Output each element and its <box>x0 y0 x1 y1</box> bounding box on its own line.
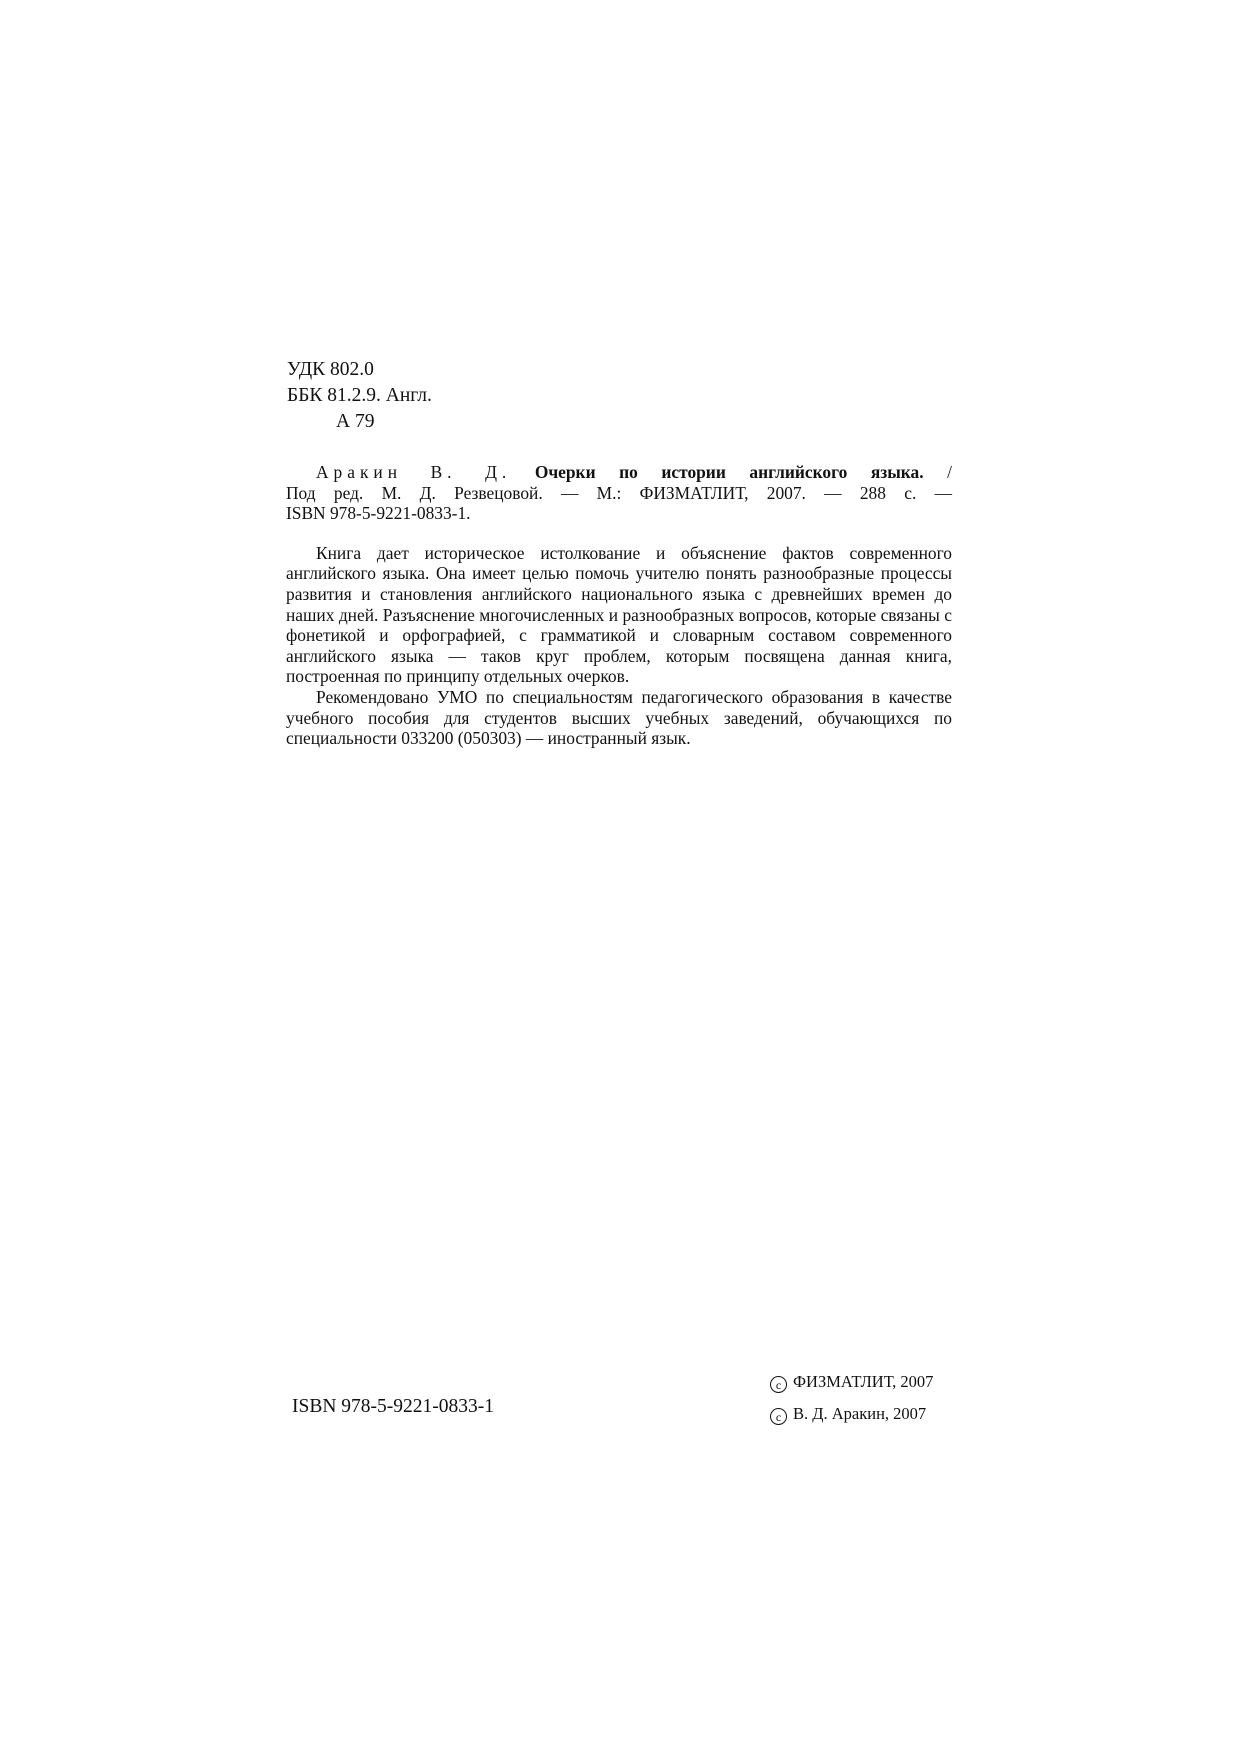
footer-isbn: ISBN 978-5-9221-0833-1 <box>292 1396 495 1417</box>
udk-index: УДК 802.0 <box>287 359 374 380</box>
copyright-publisher-text: ФИЗМАТЛИТ, 2007 <box>793 1372 934 1391</box>
author-name: Аракин В. Д. <box>316 462 512 482</box>
copyright-author-text: В. Д. Аракин, 2007 <box>793 1404 927 1423</box>
copyright-publisher <box>770 1366 933 1398</box>
book-title: Очерки по истории английского языка. <box>534 462 924 482</box>
author-sign-code: А 79 <box>336 411 375 432</box>
copyright-icon: c <box>770 1376 787 1393</box>
title-slash: / <box>947 462 952 482</box>
copyright-author <box>770 1398 933 1430</box>
classification-block <box>287 357 432 435</box>
bibliographic-record-line1 <box>286 462 952 483</box>
bibliographic-record-line2: Под ред. М. Д. Резвецовой. — М.: ФИЗМАТЛИТ, 2007. — 288 с. — <box>286 482 952 503</box>
bibliographic-record-isbn: ISBN 978-5-9221-0833-1. <box>286 503 471 524</box>
copyright-icon: c <box>770 1408 787 1425</box>
copyright-block <box>770 1366 933 1430</box>
annotation-paragraph-2: Рекомендовано УМО по специальностям педагогического образования в качестве учебного пособия для студентов высших учебных заведений, обучающихся по специальности 033200 (050303) — иностранный язык. <box>286 686 952 749</box>
main-content <box>286 462 952 749</box>
bbk-index: ББК 81.2.9. Англ. <box>287 385 432 406</box>
annotation-paragraph-1: Книга дает историческое истолкование и объяснение фактов современного английского языка. Она имеет целью помочь учителю понять разнообразные процессы развития и становления английского национального языка с древнейших времен до наших дней. Разъяснение многочисленных и разнообразных вопросов, которые связаны с фонетикой и орфографией, с грамматикой и словарным составом современного английского языка — таков круг проблем, которым посвящена данная книга, построенная по принципу отдельных очерков. <box>286 542 952 687</box>
